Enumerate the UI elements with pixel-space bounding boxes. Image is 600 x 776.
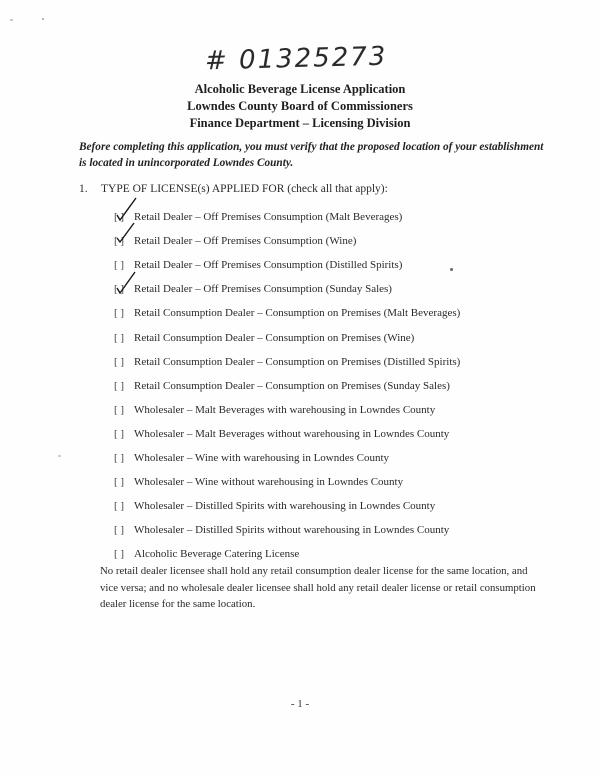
- license-option[interactable]: [114, 374, 460, 398]
- license-option[interactable]: [114, 253, 460, 277]
- checkbox[interactable]: [ ]: [114, 451, 125, 464]
- checkbox[interactable]: [ ]: [114, 235, 130, 247]
- handwritten-application-number: # 01325273: [204, 41, 388, 77]
- license-option[interactable]: [114, 205, 460, 229]
- document-title: [0, 81, 600, 132]
- license-option-label: Wholesaler – Wine without warehousing in Lowndes County: [134, 476, 404, 489]
- checkbox[interactable]: [ ]: [114, 427, 125, 440]
- license-option-label: Retail Dealer – Off Premises Consumption (Wine): [134, 235, 357, 248]
- license-option[interactable]: [114, 229, 460, 253]
- license-option-label: Retail Consumption Dealer – Consumption on Premises (Wine): [134, 331, 415, 344]
- checkbox[interactable]: [ ]: [114, 524, 125, 537]
- license-option[interactable]: [114, 350, 460, 374]
- license-type-list: [114, 205, 460, 566]
- checkbox[interactable]: [ ]: [114, 500, 125, 513]
- section-heading: [79, 183, 388, 195]
- title-line: Finance Department – Licensing Division: [189, 116, 411, 130]
- checkbox[interactable]: [ ]: [114, 548, 125, 561]
- license-restriction-notice: No retail dealer licensee shall hold any retail consumption dealer license for the same location, and vice versa; and no wholesale dealer licensee shall hold any retail dealer license or retail consumption dealer license for the same location.: [100, 565, 536, 610]
- license-option-label: Retail Consumption Dealer – Consumption on Premises (Sunday Sales): [134, 379, 450, 392]
- scan-speck: [58, 455, 61, 457]
- license-option-label: Wholesaler – Distilled Spirits with warehousing in Lowndes County: [134, 500, 436, 513]
- page-number: - 1 -: [290, 698, 310, 710]
- scan-speck: [10, 19, 13, 21]
- license-option[interactable]: [114, 277, 460, 301]
- checkbox[interactable]: [ ]: [114, 259, 125, 272]
- license-option-label: Wholesaler – Malt Beverages with warehousing in Lowndes County: [134, 403, 436, 416]
- license-option-label: Wholesaler – Distilled Spirits without warehousing in Lowndes County: [134, 524, 450, 537]
- checkbox[interactable]: [ ]: [114, 403, 125, 416]
- checkbox[interactable]: [ ]: [114, 476, 125, 489]
- license-option-label: Wholesaler – Wine with warehousing in Lowndes County: [134, 451, 390, 464]
- checkbox[interactable]: [ ]: [114, 211, 130, 223]
- checkbox[interactable]: [ ]: [114, 307, 125, 320]
- checkbox[interactable]: [ ]: [114, 283, 130, 295]
- license-option-label: Retail Consumption Dealer – Consumption on Premises (Distilled Spirits): [134, 355, 461, 368]
- license-option-label: Retail Dealer – Off Premises Consumption (Malt Beverages): [134, 211, 403, 224]
- license-option[interactable]: [114, 446, 460, 470]
- checkbox[interactable]: [ ]: [114, 379, 125, 392]
- license-option-label: Alcoholic Beverage Catering License: [134, 548, 300, 561]
- scan-speck: [42, 18, 44, 20]
- license-option[interactable]: [114, 301, 460, 325]
- license-option[interactable]: [114, 470, 460, 494]
- checkbox[interactable]: [ ]: [114, 331, 125, 344]
- license-option-label: Wholesaler – Malt Beverages without warehousing in Lowndes County: [134, 427, 450, 440]
- checkbox[interactable]: [ ]: [114, 355, 125, 368]
- license-option[interactable]: [114, 325, 460, 349]
- license-option[interactable]: [114, 398, 460, 422]
- title-line: Alcoholic Beverage License Application: [194, 82, 406, 96]
- license-option-label: Retail Dealer – Off Premises Consumption (Distilled Spirits): [134, 259, 403, 272]
- license-option[interactable]: [114, 518, 460, 542]
- license-option-label: Retail Consumption Dealer – Consumption on Premises (Malt Beverages): [134, 307, 461, 320]
- license-option-label: Retail Dealer – Off Premises Consumption (Sunday Sales): [134, 283, 392, 296]
- license-option[interactable]: [114, 494, 460, 518]
- section-heading-text: TYPE OF LICENSE(s) APPLIED FOR (check all that apply):: [101, 183, 388, 195]
- section-number: 1.: [79, 183, 88, 195]
- intro-instructions: Before completing this application, you must verify that the proposed location of your establishment is located in unincorporated Lowndes County.: [79, 141, 544, 169]
- license-option[interactable]: [114, 422, 460, 446]
- title-line: Lowndes County Board of Commissioners: [187, 99, 413, 113]
